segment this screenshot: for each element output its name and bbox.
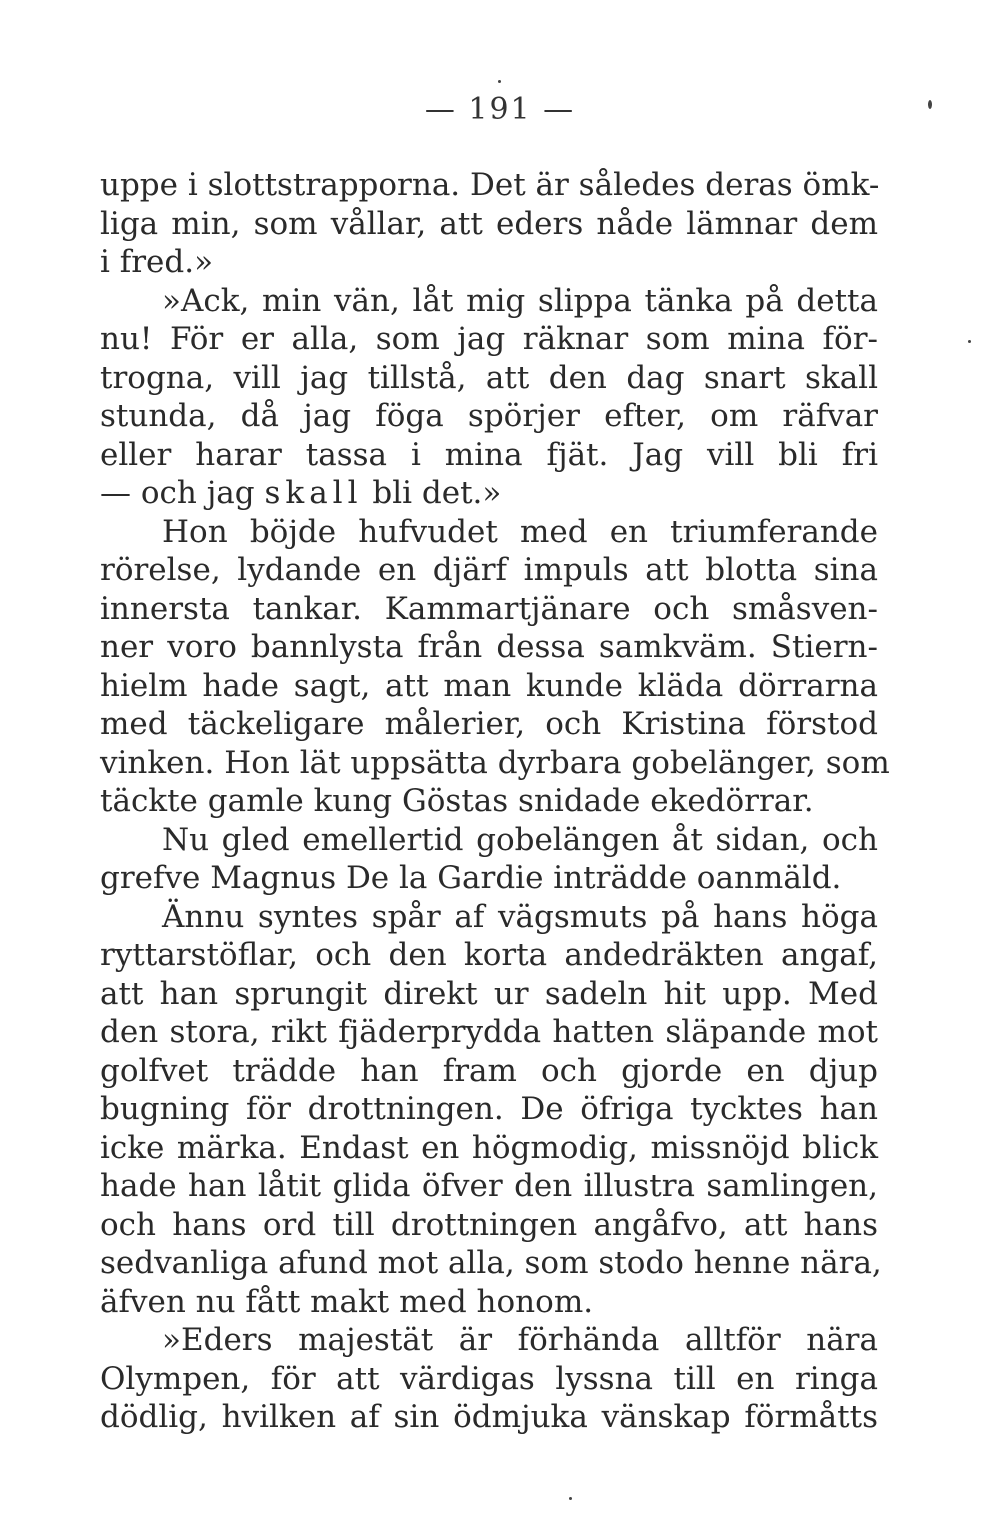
text-line: bugning för drottningen. De öfriga tycktes han [100,1091,878,1127]
text-line: ner voro bannlysta från dessa samkväm. Stiern- [100,629,878,665]
body-text [100,166,890,1437]
text-line: icke märka. Endast en högmodig, missnöjd blick [100,1129,878,1166]
text-line: Hon böjde hufvudet med en triumferande [162,513,878,550]
text-line: Olympen, för att värdigas lyssna till en ringa [100,1360,878,1397]
text-line: uppe i slottstrapporna. Det är således deras ömk- [100,167,880,203]
text-line: sedvanliga afund mot alla, som stodo henne nära, [100,1245,882,1281]
text-line: den stora, rikt fjäderprydda hatten släpande mot [100,1014,878,1050]
text-line: äfven nu fått makt med honom. [100,1283,594,1320]
text-line: att han sprungit direkt ur sadeln hit upp. Med [100,975,878,1012]
print-speck [569,1497,572,1500]
text-line: liga min, som vållar, att eders nåde lämnar dem [100,205,878,242]
text-line: och hans ord till drottningen angåfvo, att hans [100,1206,878,1243]
text-line: »Eders majestät är förhända alltför nära [162,1322,878,1358]
emphasized-word: skall [264,475,363,511]
text-line: dödlig, hvilken af sin ödmjuka vänskap förmåtts [100,1399,878,1435]
text-line: golfvet trädde han fram och gjorde en djup [100,1052,878,1089]
text-line: vinken. Hon lät uppsätta dyrbara gobelänger, som [100,744,890,781]
text-line: i fred.» [100,244,214,280]
text-line: »Ack, min vän, låt mig slippa tänka på detta [162,282,878,319]
text-line: grefve Magnus De la Gardie inträdde oanmäld. [100,860,842,896]
text-line: stunda, då jag föga spörjer efter, om räfvar [100,398,878,434]
text-line: rörelse, lydande en djärf impuls att blotta sina [100,552,878,588]
text-fragment: — och jag [100,475,255,511]
print-speck [968,340,971,343]
text-line: trogna, vill jag tillstå, att den dag snart skall [100,359,878,396]
text-line: nu! För er alla, som jag räknar som mina för- [100,321,878,357]
text-fragment: bli det.» [372,475,502,511]
print-speck [928,100,932,109]
text-line: innersta tankar. Kammartjänare och småsven- [100,590,878,627]
text-line [100,474,878,513]
text-line: eller harar tassa i mina fjät. Jag vill bli fri [100,436,878,473]
text-line: Ännu syntes spår af vägsmuts på hans höga [162,898,878,935]
text-line: Nu gled emellertid gobelängen åt sidan, och [162,821,878,858]
text-line: hade han låtit glida öfver den illustra samlingen, [100,1168,878,1204]
print-speck [498,80,501,83]
text-line: ryttarstöflar, och den korta andedräkten angaf, [100,937,878,973]
page-number: — 191 — [424,92,576,127]
text-line: med täckeligare målerier, och Kristina förstod [100,706,878,742]
text-line: hielm hade sagt, att man kunde kläda dörrarna [100,667,878,704]
text-line: täckte gamle kung Göstas snidade ekedörrar. [100,783,814,819]
